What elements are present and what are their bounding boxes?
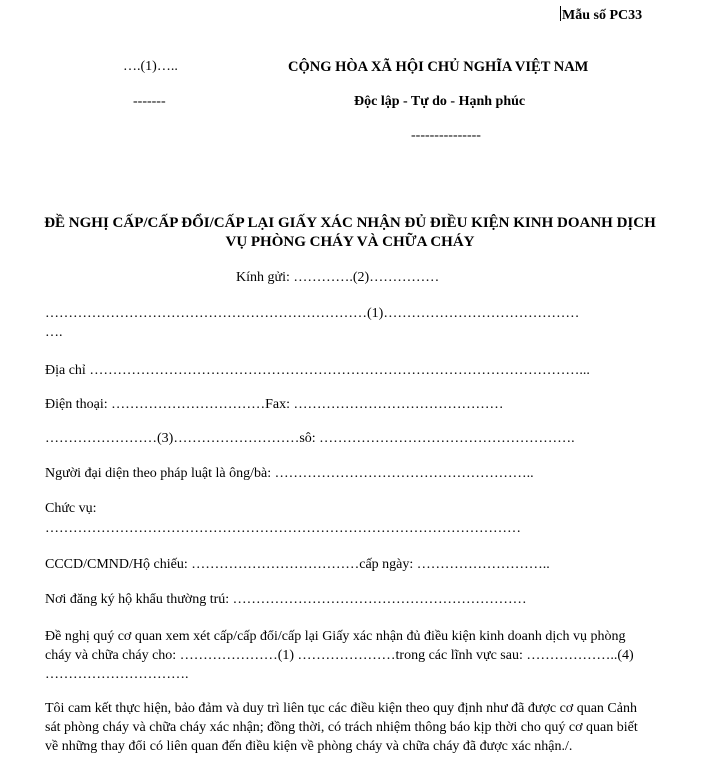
org-name-line1: ……………………………………………………………(1)…………………………………… <box>45 306 580 321</box>
form-code <box>560 6 642 24</box>
position-dots: ………………………………………………………………………………………… <box>45 521 521 536</box>
form-code-text: Mẫu số PC33 <box>562 8 643 23</box>
agency-placeholder: ….(1)….. <box>123 59 178 74</box>
legal-rep-field: Người đại diện theo pháp luật là ông/bà: ……………………………………………….. <box>45 466 534 481</box>
doc-number-field: ……………………(3)………………………sô: ………………………………………………. <box>45 431 575 446</box>
org-name-line2: …. <box>45 325 63 340</box>
recipient-line: Kính gửi: ………….(2)…………… <box>236 270 440 285</box>
motto: Độc lập - Tự do - Hạnh phúc <box>354 94 526 109</box>
nation-title: CỘNG HÒA XÃ HỘI CHỦ NGHĨA VIỆT NAM <box>288 59 589 75</box>
commitment-paragraph: Tôi cam kết thực hiện, bảo đảm và duy trì liên tục các điều kiện theo quy định như đã được cơ quan Cảnh sát phòng cháy và chữa cháy xác nhận; đồng thời, có trách nhiệm thông báo kịp thời cho quý cơ quan biết về những thay đổi có liên quan đến điều kiện về phòng cháy và chữa cháy đã được xác nhận./. <box>45 701 638 754</box>
document-title: ĐỀ NGHỊ CẤP/CẤP ĐỔI/CẤP LẠI GIẤY XÁC NHẬN ĐỦ ĐIỀU KIỆN KINH DOANH DỊCH VỤ PHÒNG CHÁY VÀ CHỮA CHÁY <box>44 215 656 250</box>
id-card-field: CCCD/CMND/Hộ chiếu: ………………………………cấp ngày: ……………………….. <box>45 557 550 572</box>
position-label: Chức vụ: <box>45 501 97 516</box>
motto-underline: --------------- <box>411 128 481 143</box>
request-paragraph: Đề nghị quý cơ quan xem xét cấp/cấp đổi/cấp lại Giấy xác nhận đủ điều kiện kinh doanh dịch vụ phòng cháy và chữa cháy cho: …………………(1) …………………trong các lĩnh vực sau: ………………..(4) …………………………. <box>45 629 634 682</box>
phone-fax-field: Điện thoại: ……………………………Fax: ……………………………………… <box>45 397 504 412</box>
agency-underline: ------- <box>133 94 166 109</box>
residence-field: Nơi đăng ký hộ khẩu thường trú: ……………………………………………………… <box>45 592 527 607</box>
form-code-marker <box>560 6 561 21</box>
address-field: Địa chỉ ……………………………………………………………………………………………... <box>45 363 590 378</box>
